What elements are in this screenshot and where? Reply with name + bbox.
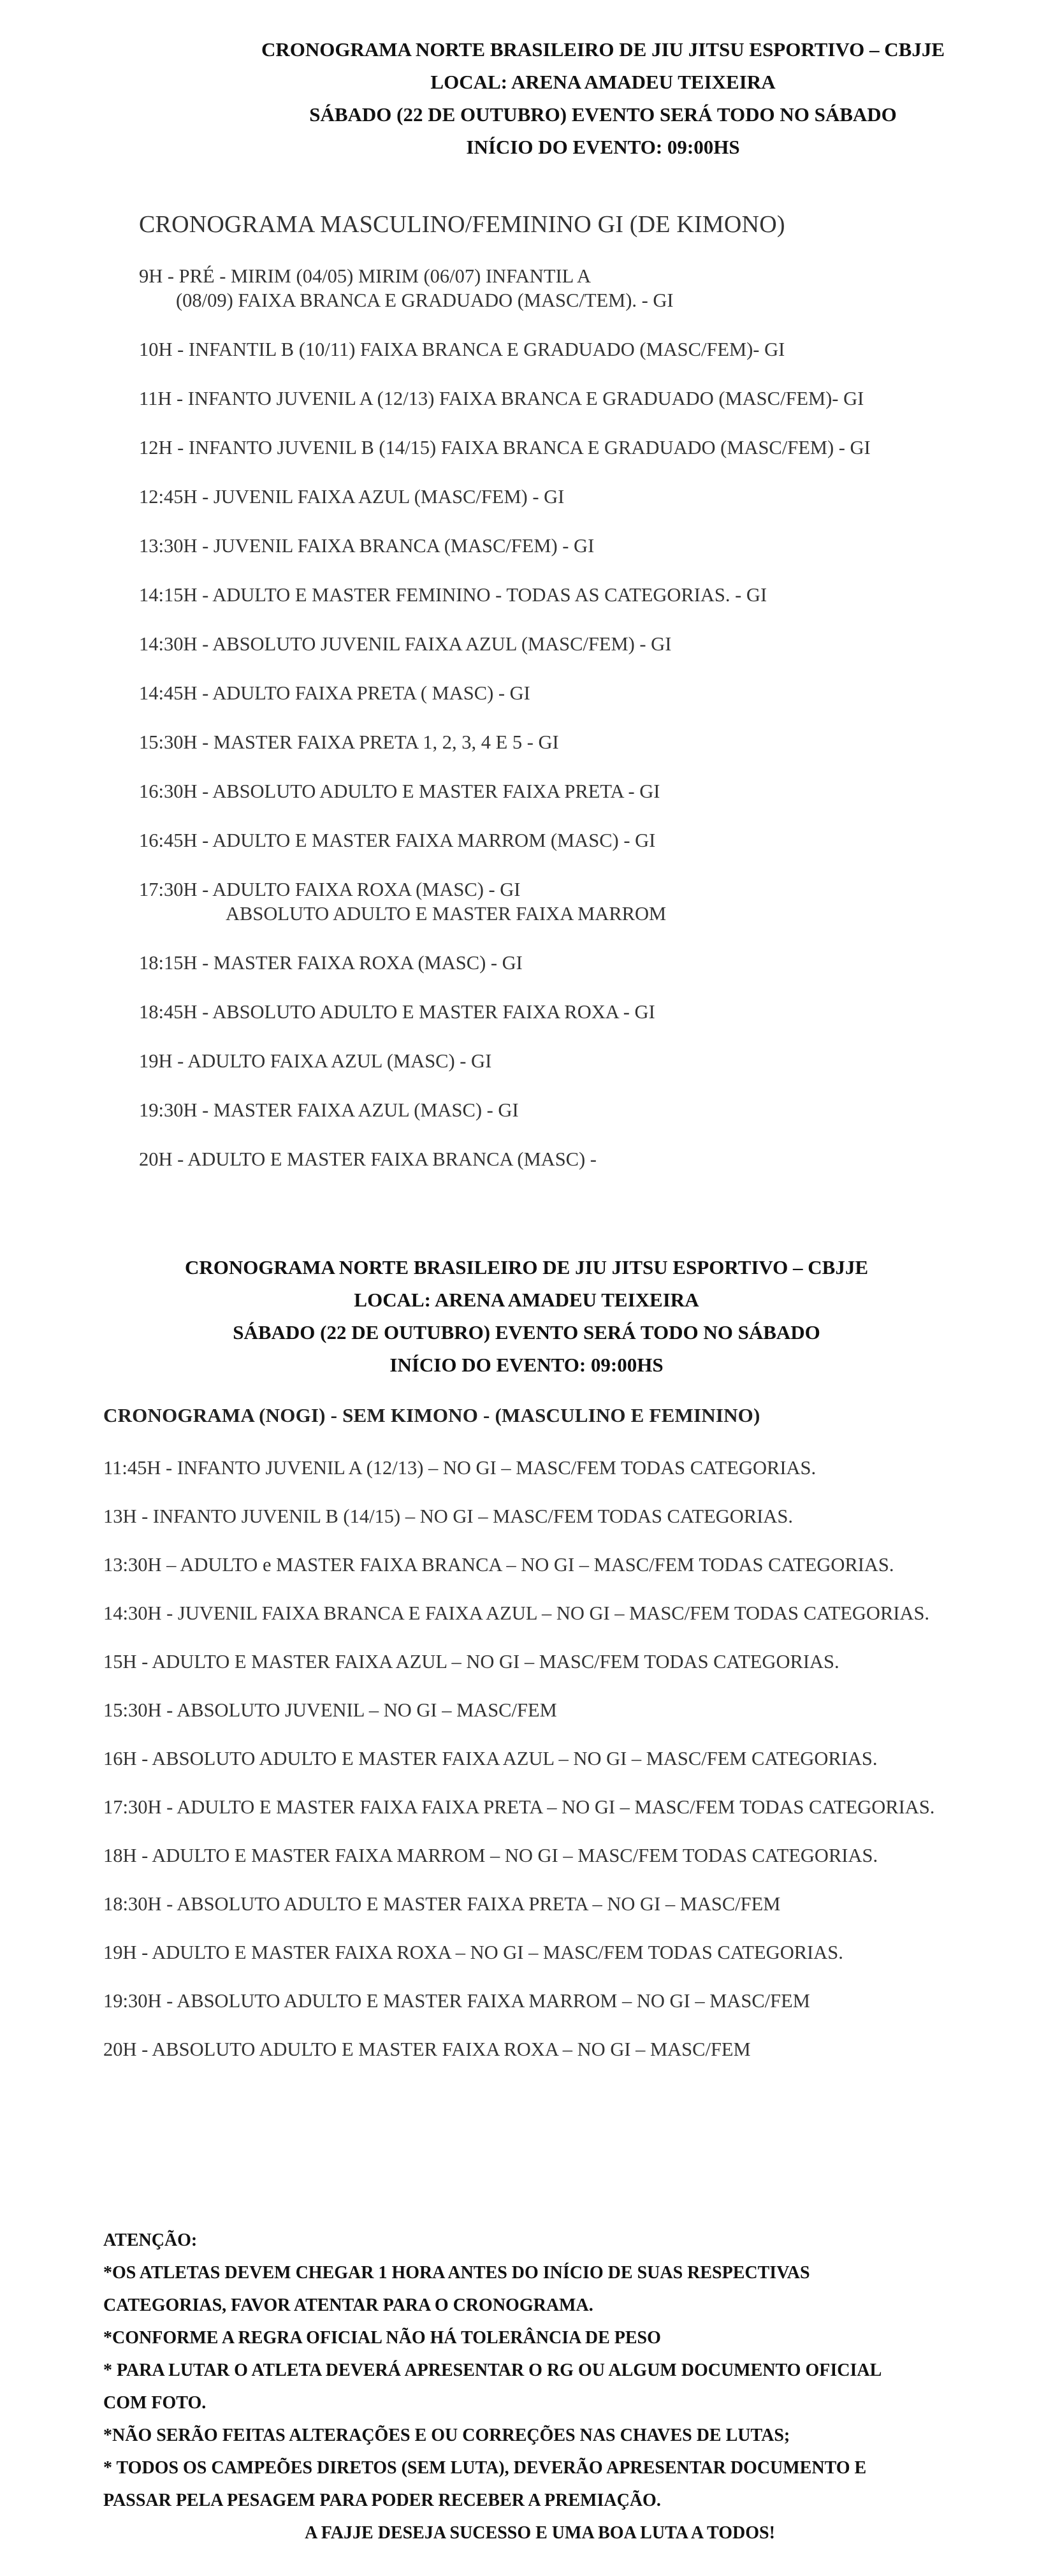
list-item: 20H - ADULTO E MASTER FAIXA BRANCA (MASC) - [139,1148,597,1170]
header-title: CRONOGRAMA NORTE BRASILEIRO DE JIU JITSU ESPORTIVO – CBJJE [184,1256,869,1278]
schedule-line: 17:30H - ADULTO FAIXA ROXA (MASC) - GI [139,879,521,900]
schedule-line-continued: (08/09) FAIXA BRANCA E GRADUADO (MASC/TEM). - GI [176,289,674,311]
list-item: 17:30H - ADULTO E MASTER FAIXA FAIXA PRETA – NO GI – MASC/FEM TODAS CATEGORIAS. [103,1796,935,1818]
attention-notice [103,2224,951,2549]
notice-line: CATEGORIAS, FAVOR ATENTAR PARA O CRONOGRAMA. [103,2295,593,2315]
schedule-line-continued: ABSOLUTO ADULTO E MASTER FAIXA MARROM [226,903,667,925]
list-item: 14:30H - JUVENIL FAIXA BRANCA E FAIXA AZUL – NO GI – MASC/FEM TODAS CATEGORIAS. [103,1602,930,1624]
list-item: 14:15H - ADULTO E MASTER FEMININO - TODAS AS CATEGORIAS. - GI [139,584,767,606]
list-item: 11H - INFANTO JUVENIL A (12/13) FAIXA BRANCA E GRADUADO (MASC/FEM)- GI [139,388,864,409]
list-item: 19H - ADULTO FAIXA AZUL (MASC) - GI [139,1050,492,1072]
list-item: 16:45H - ADULTO E MASTER FAIXA MARROM (MASC) - GI [139,830,656,851]
notice-title: ATENÇÃO: [103,2230,198,2250]
header-title: CRONOGRAMA NORTE BRASILEIRO DE JIU JITSU ESPORTIVO – CBJJE [261,38,945,61]
list-item: 11:45H - INFANTO JUVENIL A (12/13) – NO GI – MASC/FEM TODAS CATEGORIAS. [103,1457,817,1479]
list-item: 19:30H - MASTER FAIXA AZUL (MASC) - GI [139,1099,519,1121]
nogi-section-title: CRONOGRAMA (NOGI) - SEM KIMONO - (MASCULINO E FEMININO) [103,1404,760,1426]
list-item: 20H - ABSOLUTO ADULTO E MASTER FAIXA ROXA – NO GI – MASC/FEM [103,2038,751,2060]
list-item: 13:30H - JUVENIL FAIXA BRANCA (MASC/FEM) - GI [139,535,595,557]
list-item: 13:30H – ADULTO e MASTER FAIXA BRANCA – NO GI – MASC/FEM TODAS CATEGORIAS. [103,1554,894,1576]
header-location: LOCAL: ARENA AMADEU TEIXEIRA [354,1289,699,1311]
list-item: 10H - INFANTIL B (10/11) FAIXA BRANCA E GRADUADO (MASC/FEM)- GI [139,339,785,360]
notice-line: * PARA LUTAR O ATLETA DEVERÁ APRESENTAR O RG OU ALGUM DOCUMENTO OFICIAL [103,2360,882,2380]
schedule-line: 9H - PRÉ - MIRIM (04/05) MIRIM (06/07) INFANTIL A [139,265,592,287]
header-date: SÁBADO (22 DE OUTUBRO) EVENTO SERÁ TODO NO SÁBADO [309,103,897,126]
list-item: 14:30H - ABSOLUTO JUVENIL FAIXA AZUL (MASC/FEM) - GI [139,633,672,655]
list-item: 18:15H - MASTER FAIXA ROXA (MASC) - GI [139,952,523,974]
nogi-schedule-list [103,1456,951,2086]
closing-message: A FAJJE DESEJA SUCESSO E UMA BOA LUTA A TODOS! [305,2523,775,2543]
gi-schedule-list [139,264,1019,1196]
event-header-top [0,33,1053,163]
header-date: SÁBADO (22 DE OUTUBRO) EVENTO SERÁ TODO NO SÁBADO [233,1321,820,1343]
list-item: 13H - INFANTO JUVENIL B (14/15) – NO GI – MASC/FEM TODAS CATEGORIAS. [103,1505,793,1527]
header-location: LOCAL: ARENA AMADEU TEIXEIRA [430,71,776,93]
notice-line: PASSAR PELA PESAGEM PARA PODER RECEBER A PREMIAÇÃO. [103,2491,661,2510]
header-start-time: INÍCIO DO EVENTO: 09:00HS [389,1354,664,1376]
list-item [139,264,1019,312]
list-item: 12H - INFANTO JUVENIL B (14/15) FAIXA BRANCA E GRADUADO (MASC/FEM) - GI [139,437,871,458]
notice-line: *NÃO SERÃO FEITAS ALTERAÇÕES E OU CORREÇÕES NAS CHAVES DE LUTAS; [103,2426,790,2445]
list-item: 18:45H - ABSOLUTO ADULTO E MASTER FAIXA ROXA - GI [139,1001,655,1023]
notice-line: *CONFORME A REGRA OFICIAL NÃO HÁ TOLERÂNCIA DE PESO [103,2328,661,2348]
list-item: 19H - ADULTO E MASTER FAIXA ROXA – NO GI – MASC/FEM TODAS CATEGORIAS. [103,1942,843,1963]
list-item: 14:45H - ADULTO FAIXA PRETA ( MASC) - GI [139,682,530,704]
list-item: 18H - ADULTO E MASTER FAIXA MARROM – NO GI – MASC/FEM TODAS CATEGORIAS. [103,1845,878,1866]
notice-line: * TODOS OS CAMPEÕES DIRETOS (SEM LUTA), DEVERÃO APRESENTAR DOCUMENTO E [103,2458,867,2478]
list-item: 15:30H - MASTER FAIXA PRETA 1, 2, 3, 4 E 5 - GI [139,731,559,753]
header-start-time: INÍCIO DO EVENTO: 09:00HS [466,136,740,158]
list-item: 16:30H - ABSOLUTO ADULTO E MASTER FAIXA PRETA - GI [139,780,660,802]
gi-section-title: CRONOGRAMA MASCULINO/FEMININO GI (DE KIMONO) [139,211,785,238]
list-item: 15:30H - ABSOLUTO JUVENIL – NO GI – MASC/FEM [103,1699,557,1721]
list-item: 15H - ADULTO E MASTER FAIXA AZUL – NO GI – MASC/FEM TODAS CATEGORIAS. [103,1651,839,1672]
list-item [139,877,1019,926]
list-item: 19:30H - ABSOLUTO ADULTO E MASTER FAIXA MARROM – NO GI – MASC/FEM [103,1990,810,2012]
list-item: 18:30H - ABSOLUTO ADULTO E MASTER FAIXA PRETA – NO GI – MASC/FEM [103,1893,781,1915]
event-header-bottom [0,1251,1053,1381]
list-item: 16H - ABSOLUTO ADULTO E MASTER FAIXA AZUL – NO GI – MASC/FEM CATEGORIAS. [103,1748,878,1769]
list-item: 12:45H - JUVENIL FAIXA AZUL (MASC/FEM) - GI [139,486,565,508]
notice-line: COM FOTO. [103,2393,207,2413]
notice-line: *OS ATLETAS DEVEM CHEGAR 1 HORA ANTES DO INÍCIO DE SUAS RESPECTIVAS [103,2263,810,2283]
